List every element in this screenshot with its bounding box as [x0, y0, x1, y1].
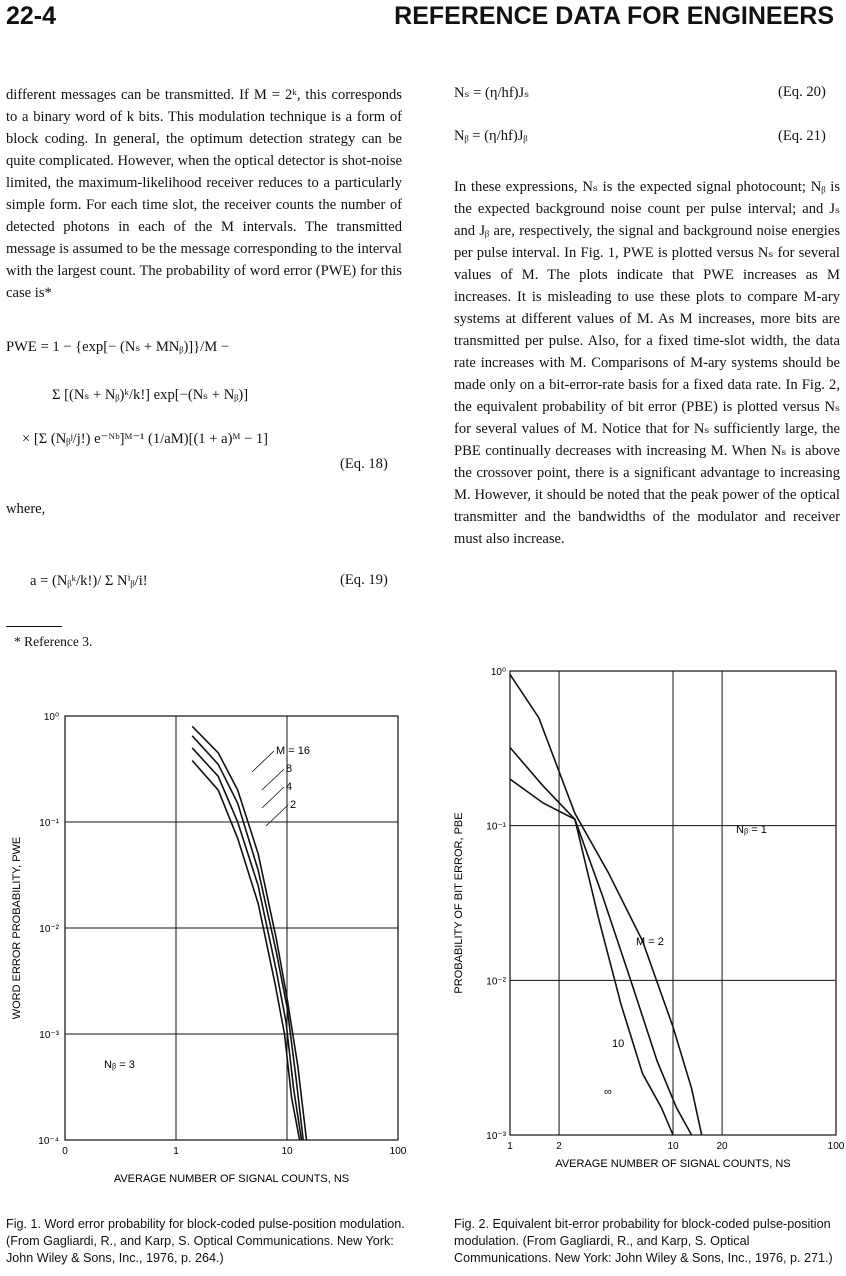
- page-number: 22-4: [6, 2, 57, 30]
- y-axis-label: WORD ERROR PROBABILITY, PWE: [11, 836, 23, 1020]
- x-tick-label: 2: [556, 1141, 562, 1152]
- eq18-label: (Eq. 18): [340, 456, 388, 472]
- x-tick-label: 20: [716, 1141, 728, 1152]
- figure-1-chart: [0, 700, 420, 1200]
- y-tick-label: 10⁰: [43, 712, 59, 723]
- y-tick-label: 10⁻⁴: [38, 1136, 59, 1147]
- x-tick-label: 1: [173, 1146, 179, 1157]
- y-tick-label: 10⁻¹: [486, 821, 506, 833]
- x-tick-label: 10: [667, 1141, 679, 1152]
- y-tick-label: 10⁻²: [486, 976, 506, 988]
- left-column: [6, 84, 402, 304]
- figure-1-caption: Fig. 1. Word error probability for block-coded pulse-position modulation. (From Gagliardi, R., and Karp, S. Optical Communications. New York: John Wiley & Sons, Inc., 1976, p. 264.): [6, 1217, 405, 1265]
- eq19: a = (Nᵦᵏ/k!)/ Σ Nⁱᵦ/i!: [30, 573, 148, 589]
- y-tick-label: 10⁻¹: [39, 818, 59, 829]
- eq20: Nₛ = (η/hf)Jₛ: [454, 85, 530, 101]
- x-tick-label: 0: [62, 1146, 68, 1157]
- figure-2-caption: Fig. 2. Equivalent bit-error probability for block-coded pulse-position modulation. (From Gagliardi, R., and Karp, S. Optical Communications. New York: John Wiley & Sons, Inc., 1976, p. 271.): [454, 1217, 833, 1265]
- chart-annotation: Nᵦ = 1: [736, 824, 767, 836]
- x-tick-label: 100: [827, 1141, 845, 1152]
- footnote-rule: [6, 626, 62, 627]
- x-axis-label: AVERAGE NUMBER OF SIGNAL COUNTS, NS: [113, 1173, 350, 1185]
- curve-label-leader: [266, 805, 288, 826]
- curve-label: 2: [290, 799, 297, 811]
- eq18-line1: PWE = 1 − {exp[− (Nₛ + MNᵦ)]}/M −: [6, 339, 230, 355]
- figure-2-chart: [440, 655, 846, 1200]
- paragraph-2: In these expressions, Nₛ is the expected signal photocount; Nᵦ is the expected background noise count per pulse interval; and Jₛ and Jᵦ are, respectively, the signal and background noise energies per pulse interval. In Fig. 1, PWE is plotted versus Nₛ for several values of M. The plots indicate that PWE increases as M increases. It is misleading to use these plots to compare M-ary systems at different values of M. As M increases, more bits are transmitted per pulse. Also, for a fixed time-slot width, the data rate increases with M. Comparisons of M-ary systems should be made only on a bit-error-rate basis for a fixed data rate. In Fig. 2, the equivalent probability of bit error (PBE) is plotted versus Nₛ for several values of M. Notice that for Nₛ sufficiently large, the PBE continually decreases with increasing M. When Nₛ is above the crossover point, there is a significant advantage to increasing M. However, it should be noted that the peak power of the optical transmitter and the bandwidths of the modulator and receiver must also increase.: [454, 179, 840, 547]
- eq18-line2: Σ [(Nₛ + Nᵦ)ᵏ/k!] exp[−(Nₛ + Nᵦ)]: [52, 387, 249, 403]
- y-tick-label: 10⁻²: [39, 924, 59, 935]
- eq18-line3: × [Σ (Nᵦʲ/j!) e⁻ᴺᵇ]ᴹ⁻¹ (1/aM)[(1 + a)ᴹ − 1]: [22, 431, 269, 447]
- footnote: * Reference 3.: [14, 634, 93, 649]
- curve-label: 4: [286, 781, 293, 793]
- curve-label: M = 16: [276, 745, 310, 757]
- x-tick-label: 10: [281, 1146, 293, 1157]
- y-tick-label: 10⁰: [490, 667, 506, 678]
- chart-annotation: Nᵦ = 3: [104, 1059, 135, 1071]
- eq21-label: (Eq. 21): [778, 128, 826, 144]
- y-axis-label: PROBABILITY OF BIT ERROR, PBE: [453, 812, 465, 994]
- eq19-label: (Eq. 19): [340, 572, 388, 588]
- x-axis-label: AVERAGE NUMBER OF SIGNAL COUNTS, NS: [555, 1158, 791, 1170]
- eq21: Nᵦ = (η/hf)Jᵦ: [454, 128, 528, 144]
- curve-label: 8: [286, 763, 293, 775]
- x-tick-label: 100: [389, 1146, 407, 1157]
- curve-label: M = 2: [636, 936, 664, 948]
- curve-label: ∞: [604, 1086, 612, 1098]
- where-label: where,: [6, 501, 46, 517]
- y-tick-label: 10⁻³: [486, 1131, 506, 1142]
- x-tick-label: 1: [507, 1141, 513, 1152]
- curve-label-leader: [262, 769, 284, 790]
- right-column: [454, 176, 840, 550]
- curve-label-leader: [262, 787, 284, 808]
- series-line: [192, 748, 301, 1140]
- series-line: [510, 748, 692, 1136]
- eq20-label: (Eq. 20): [778, 84, 826, 100]
- y-tick-label: 10⁻³: [39, 1030, 59, 1041]
- running-title: REFERENCE DATA FOR ENGINEERS: [394, 2, 834, 30]
- curve-label-leader: [252, 751, 274, 772]
- paragraph-1: different messages can be transmitted. If M = 2ᵏ, this corresponds to a binary word of k bits. This modulation technique is a form of block coding. In general, the optimum detection strategy can be quite complicated. However, when the optical detector is shot-noise limited, the maximum-likelihood receiver reduces to a particularly simple form. For each time slot, the receiver counts the number of detected photons in each of the M intervals. The transmitted message is assumed to be the message corresponding to the interval with the largest count. The probability of word error (PWE) for this case is*: [6, 87, 402, 301]
- curve-label: 10: [612, 1038, 625, 1050]
